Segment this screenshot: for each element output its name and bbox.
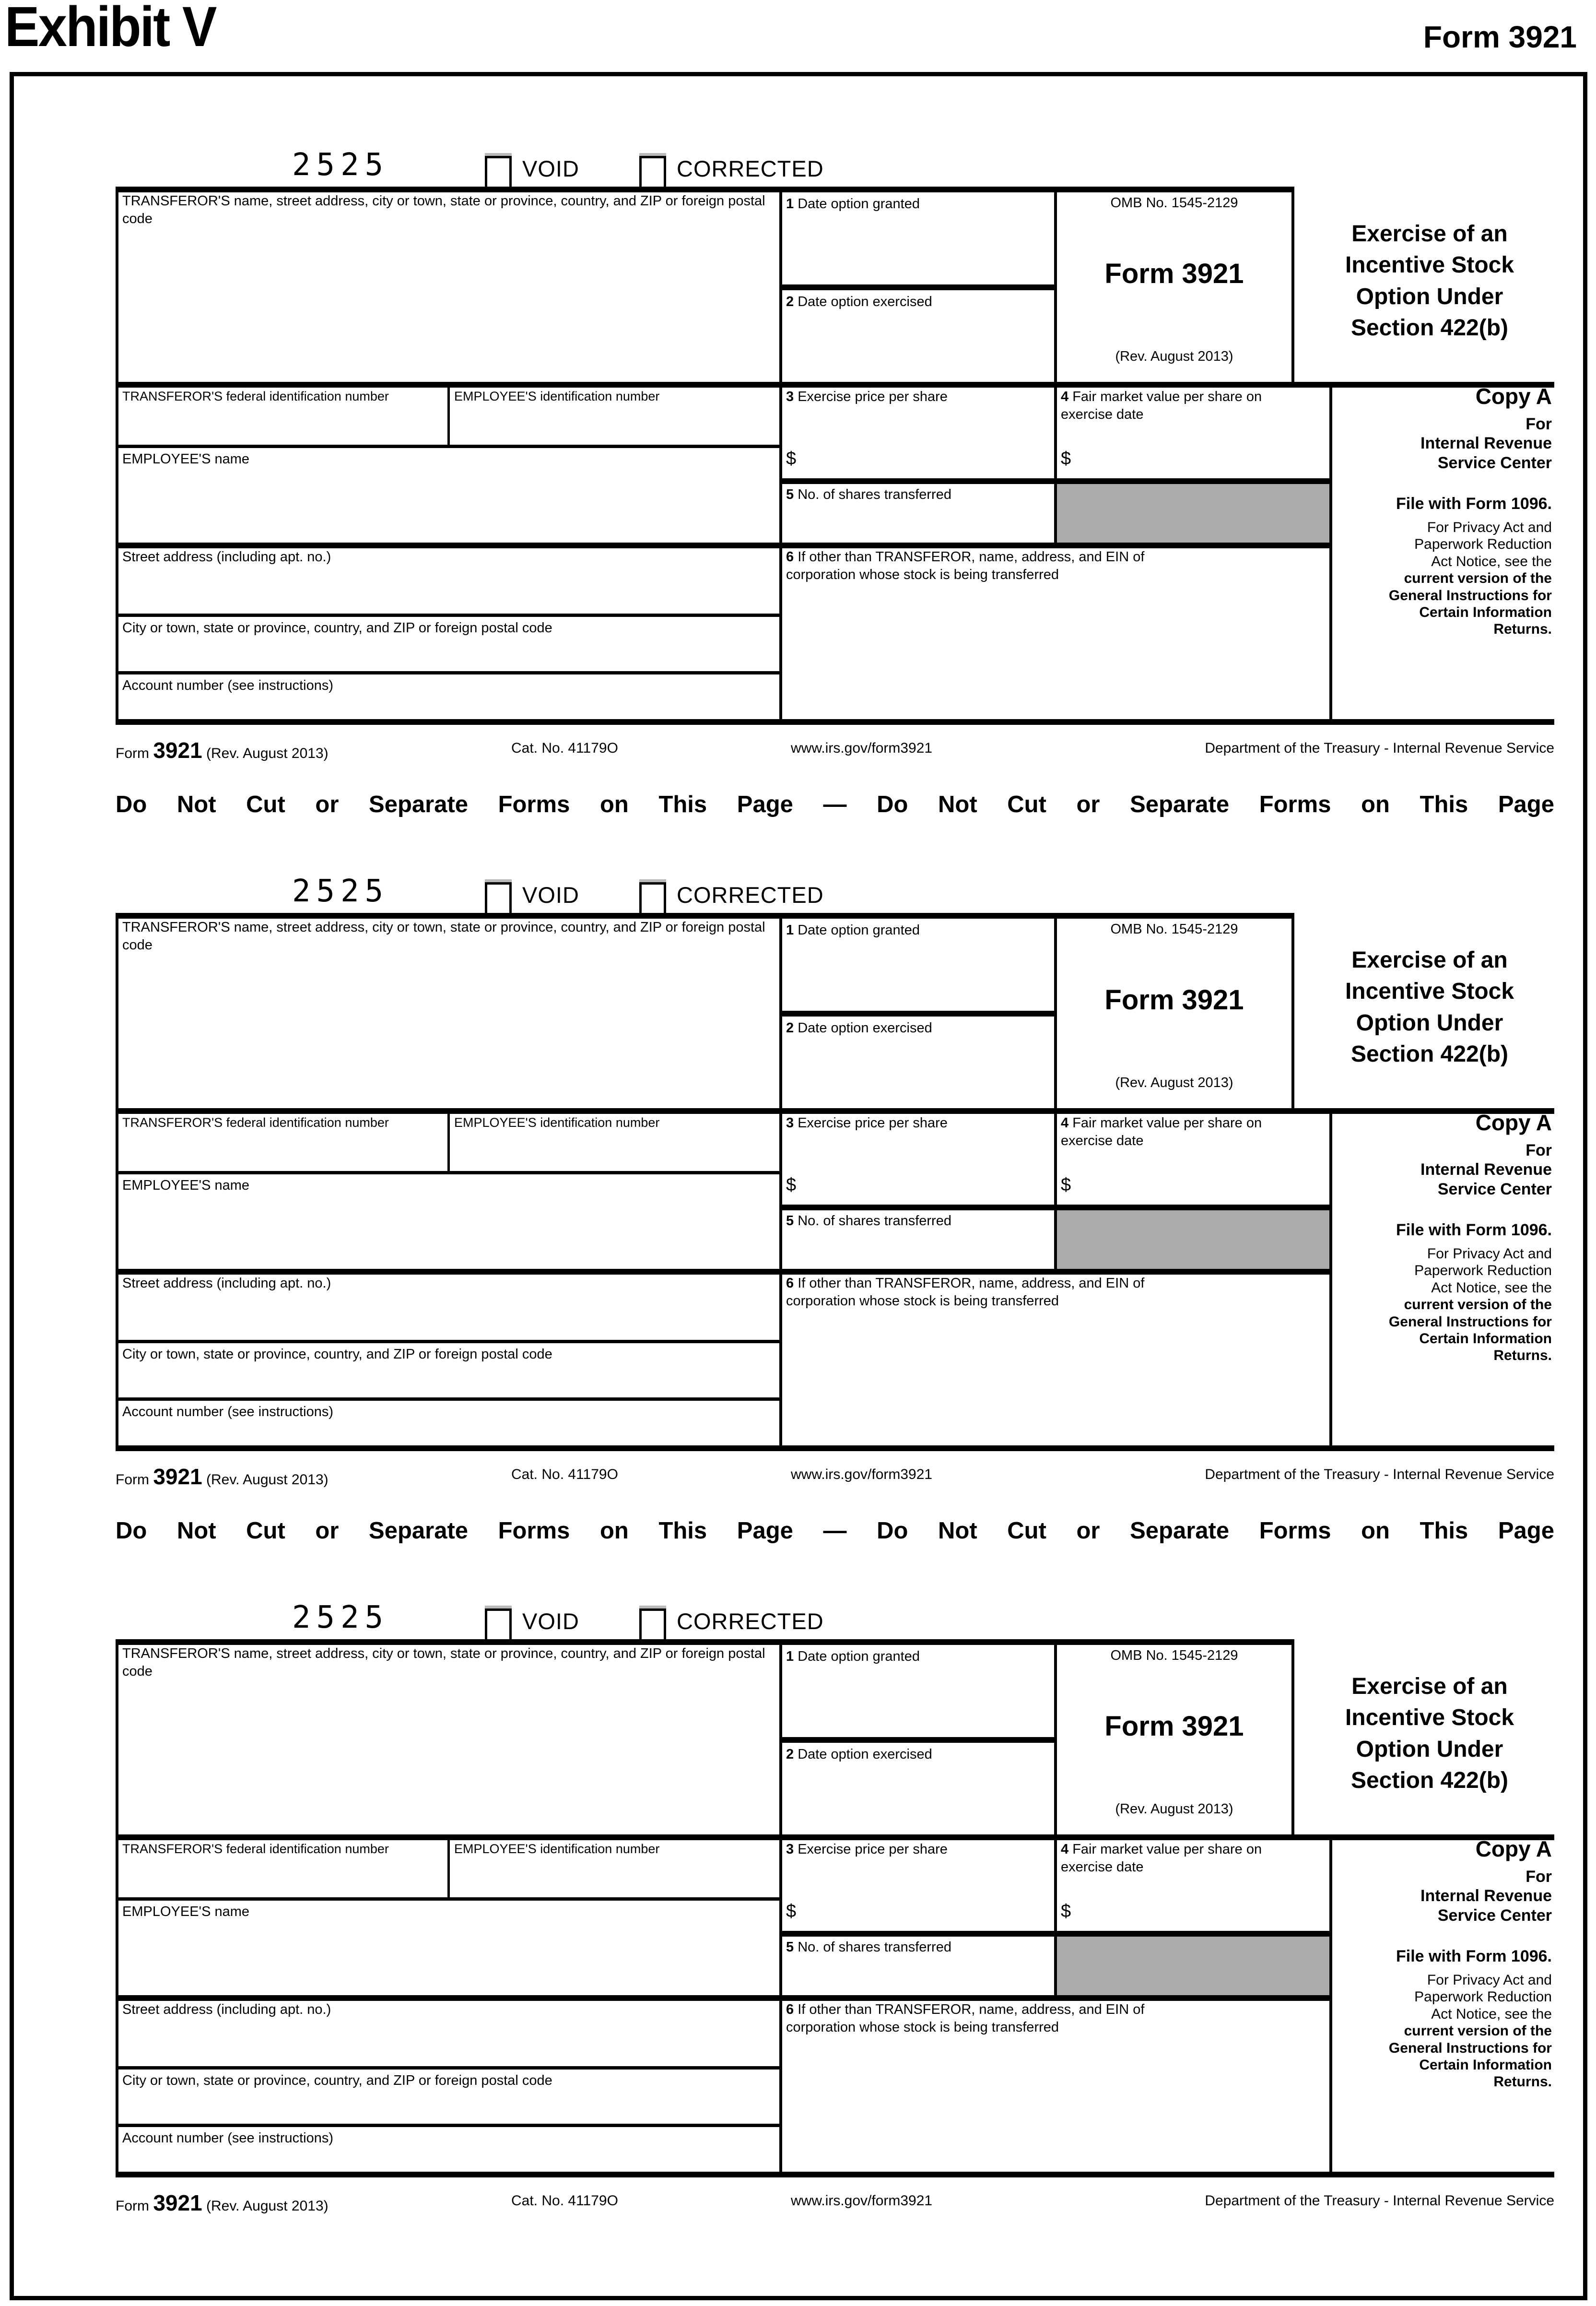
footer-catalog-number: Cat. No. 41179O [511, 1466, 618, 1482]
omb-number: OMB No. 1545-2129 [1110, 195, 1238, 211]
omb-number: OMB No. 1545-2129 [1110, 922, 1238, 937]
box6-text: If other than TRANSFEROR, name, address, and EIN of corporation whose stock is being transferred [786, 549, 1145, 583]
form-title-line: Option Under [1356, 284, 1503, 309]
grid-line [779, 187, 782, 725]
do-not-cut-separator: Do Not Cut or Separate Forms on This Page — Do Not Cut or Separate Forms on This Page [116, 792, 1554, 817]
transferor-fin-label: TRANSFEROR'S federal identification number [122, 1842, 389, 1856]
box2-text: Date option exercised [798, 294, 932, 309]
form-grid [116, 187, 1554, 725]
box5-number: 5 [786, 1939, 794, 1955]
form-footer [116, 725, 1554, 769]
footer-revision: (Rev. August 2013) [206, 745, 329, 761]
footer-form-word: Form [116, 1472, 149, 1488]
employee-id-label: EMPLOYEE'S identification number [454, 1115, 660, 1130]
account-number-label: Account number (see instructions) [122, 1404, 334, 1419]
grid-line [116, 187, 1294, 192]
privacy-act-notice: For Privacy Act and Paperwork Reduction Act Notice, see the [1414, 1972, 1552, 2022]
employee-name-label: EMPLOYEE'S name [122, 1904, 250, 1919]
grid-line [116, 913, 1294, 919]
grid-line [779, 1011, 1057, 1017]
exhibit-title: Exhibit V [5, 0, 216, 59]
employee-name-label: EMPLOYEE'S name [122, 451, 250, 467]
grid-line [116, 1171, 782, 1174]
copy-a-for: For [1526, 415, 1552, 433]
box3-dollar-sign: $ [786, 1175, 797, 1195]
grid-line [116, 1639, 118, 2177]
box3-number: 3 [786, 389, 794, 404]
box3-number: 3 [786, 1842, 794, 1857]
page-border-box [10, 72, 1587, 2300]
grid-line [116, 543, 1332, 548]
grid-line [447, 1108, 450, 1171]
privacy-act-notice-bold: current version of the General Instructions for Certain Information Returns. [1388, 2023, 1552, 2090]
void-label: VOID [522, 156, 579, 181]
footer-agency: Department of the Treasury - Internal Revenue Service [1205, 740, 1554, 756]
transferor-address-label: TRANSFEROR'S name, street address, city or town, state or province, country, and ZIP or foreign postal code [122, 1646, 765, 1679]
grid-line [779, 284, 1057, 290]
grid-line [1329, 1108, 1332, 1451]
box6-text: If other than TRANSFEROR, name, address, and EIN of corporation whose stock is being transferred [786, 1276, 1145, 1309]
box3-exercise-price-label [786, 1114, 1045, 1132]
grid-line [116, 445, 782, 448]
form-title-line: Section 422(b) [1350, 1767, 1509, 1793]
form-title [1305, 218, 1554, 343]
form-3921-copy-a [116, 859, 1554, 1495]
corrected-checkbox[interactable] [639, 882, 666, 916]
box3-text: Exercise price per share [798, 389, 948, 404]
box4-fair-market-value-label [1061, 1114, 1286, 1150]
copy-a-for: For [1526, 1141, 1552, 1159]
footer-form-id [116, 737, 329, 763]
box4-text: Fair market value per share on exercise date [1061, 1115, 1262, 1149]
corrected-label: CORRECTED [677, 1608, 824, 1634]
box1-date-option-granted-label [786, 1648, 1045, 1666]
grid-line [116, 913, 118, 1451]
grid-line [116, 614, 782, 617]
grid-line [116, 1639, 1294, 1645]
city-label: City or town, state or province, country, and ZIP or foreign postal code [122, 1347, 552, 1362]
form-footer [116, 1451, 1554, 1495]
box4-text: Fair market value per share on exercise date [1061, 389, 1262, 423]
form-title-line: Exercise of an [1351, 947, 1508, 973]
box3-exercise-price-label [786, 1841, 1045, 1858]
footer-form-word: Form [116, 745, 149, 761]
box2-date-option-exercised-label [786, 1746, 1045, 1763]
grid-line [116, 719, 1554, 725]
box2-number: 2 [786, 1020, 794, 1036]
box1-text: Date option granted [798, 1649, 920, 1664]
box1-number: 1 [786, 196, 794, 212]
revision-label: (Rev. August 2013) [1115, 1075, 1233, 1090]
form-title-line: Incentive Stock [1345, 979, 1514, 1005]
box1-date-option-granted-label [786, 195, 1045, 213]
copy-a-column [1336, 1836, 1552, 2091]
employee-name-label: EMPLOYEE'S name [122, 1178, 250, 1193]
transferor-fin-label: TRANSFEROR'S federal identification number [122, 389, 389, 403]
box4-dollar-sign: $ [1061, 1175, 1071, 1195]
employee-id-label: EMPLOYEE'S identification number [454, 389, 660, 403]
box1-date-option-granted-label [786, 922, 1045, 939]
box5-text: No. of shares transferred [798, 1939, 951, 1955]
form-3921-copy-a [116, 1585, 1554, 2222]
account-number-label: Account number (see instructions) [122, 678, 334, 693]
footer-form-number: 3921 [153, 1464, 202, 1489]
box6-number: 6 [786, 1276, 794, 1291]
city-label: City or town, state or province, country, and ZIP or foreign postal code [122, 2073, 552, 2088]
revision-label: (Rev. August 2013) [1115, 1801, 1233, 1817]
form-title [1305, 1671, 1554, 1796]
box4-fair-market-value-label [1061, 388, 1286, 424]
footer-revision: (Rev. August 2013) [206, 1472, 329, 1488]
form-number-large: Form 3921 [1104, 258, 1244, 289]
privacy-act-notice-bold: current version of the General Instructions for Certain Information Returns. [1388, 570, 1552, 638]
grid-line [116, 187, 118, 725]
box6-other-transferor-label [786, 2001, 1198, 2036]
box6-other-transferor-label [786, 548, 1198, 584]
employee-id-label: EMPLOYEE'S identification number [454, 1842, 660, 1856]
serial-row [116, 133, 1554, 187]
void-checkbox[interactable] [485, 156, 512, 189]
serial-row [116, 859, 1554, 913]
box4-number: 4 [1061, 389, 1069, 404]
form-grid [116, 913, 1554, 1451]
box3-dollar-sign: $ [786, 449, 797, 469]
box4-dollar-sign: $ [1061, 449, 1071, 469]
form-title-line: Incentive Stock [1345, 1705, 1514, 1731]
footer-form-id [116, 1464, 329, 1490]
form-grid [116, 1639, 1554, 2177]
copy-a-label: Copy A [1475, 384, 1552, 409]
file-with-form-1096: File with Form 1096. [1396, 1947, 1552, 1965]
file-with-form-1096: File with Form 1096. [1396, 1220, 1552, 1239]
box6-number: 6 [786, 2002, 794, 2017]
form-serial-number: 2525 [292, 874, 389, 909]
grid-line [447, 382, 450, 445]
page-header-form-number: Form 3921 [1423, 20, 1577, 54]
form-number-large: Form 3921 [1104, 984, 1244, 1016]
box5-number: 5 [786, 487, 794, 502]
box3-text: Exercise price per share [798, 1842, 948, 1857]
copy-a-column [1336, 1110, 1552, 1364]
shaded-cell [1057, 1210, 1329, 1269]
form-number-large: Form 3921 [1104, 1711, 1244, 1742]
form-title-line: Section 422(b) [1350, 315, 1509, 341]
box2-text: Date option exercised [798, 1020, 932, 1036]
grid-line [1291, 187, 1294, 388]
shaded-cell [1057, 1937, 1329, 1995]
footer-form-word: Form [116, 2198, 149, 2214]
box4-number: 4 [1061, 1842, 1069, 1857]
box4-dollar-sign: $ [1061, 1901, 1071, 1921]
box3-dollar-sign: $ [786, 1901, 797, 1921]
form-title-line: Exercise of an [1351, 221, 1508, 247]
copy-a-label: Copy A [1475, 1110, 1552, 1135]
privacy-act-notice: For Privacy Act and Paperwork Reduction Act Notice, see the [1414, 519, 1552, 569]
box1-text: Date option granted [798, 196, 920, 212]
city-label: City or town, state or province, country, and ZIP or foreign postal code [122, 620, 552, 636]
do-not-cut-separator: Do Not Cut or Separate Forms on This Page — Do Not Cut or Separate Forms on This Page [116, 1518, 1554, 1544]
box1-number: 1 [786, 922, 794, 938]
box6-other-transferor-label [786, 1275, 1198, 1310]
forms-container [116, 133, 1583, 2222]
grid-line [116, 1995, 1332, 2001]
form-title-line: Section 422(b) [1350, 1041, 1509, 1067]
form-title-line: Option Under [1356, 1736, 1503, 1762]
box6-text: If other than TRANSFEROR, name, address, and EIN of corporation whose stock is being transferred [786, 2002, 1145, 2035]
box1-text: Date option granted [798, 922, 920, 938]
box2-number: 2 [786, 294, 794, 309]
grid-line [1329, 1834, 1332, 2177]
void-label: VOID [522, 1608, 579, 1634]
footer-form-id [116, 2190, 329, 2216]
grid-line [116, 2066, 782, 2069]
copy-a-recipient: Internal Revenue Service Center [1420, 1160, 1552, 1199]
box4-number: 4 [1061, 1115, 1069, 1131]
copy-a-column [1336, 383, 1552, 638]
serial-row [116, 1585, 1554, 1639]
grid-line [116, 1397, 782, 1401]
form-footer [116, 2177, 1554, 2222]
footer-irs-url: www.irs.gov/form3921 [791, 2193, 933, 2209]
box2-date-option-exercised-label [786, 1019, 1045, 1037]
box3-text: Exercise price per share [798, 1115, 948, 1131]
footer-catalog-number: Cat. No. 41179O [511, 2193, 618, 2209]
footer-irs-url: www.irs.gov/form3921 [791, 740, 933, 756]
grid-line [116, 1269, 1332, 1275]
street-address-label: Street address (including apt. no.) [122, 1276, 331, 1291]
form-title-line: Exercise of an [1351, 1674, 1508, 1699]
privacy-act-notice: For Privacy Act and Paperwork Reduction Act Notice, see the [1414, 1245, 1552, 1296]
footer-form-number: 3921 [153, 738, 202, 763]
account-number-label: Account number (see instructions) [122, 2130, 334, 2146]
corrected-label: CORRECTED [677, 882, 824, 908]
street-address-label: Street address (including apt. no.) [122, 2002, 331, 2017]
form-3921-copy-a [116, 133, 1554, 769]
box5-text: No. of shares transferred [798, 1213, 951, 1229]
grid-line [1291, 913, 1294, 1114]
box3-number: 3 [786, 1115, 794, 1131]
box2-date-option-exercised-label [786, 293, 1045, 311]
footer-form-number: 3921 [153, 2190, 202, 2215]
box2-text: Date option exercised [798, 1747, 932, 1762]
corrected-label: CORRECTED [677, 156, 824, 181]
grid-line [116, 1445, 1554, 1451]
footer-irs-url: www.irs.gov/form3921 [791, 1466, 933, 1482]
box5-shares-transferred-label [786, 1939, 1045, 1956]
copy-a-for: For [1526, 1868, 1552, 1886]
box3-exercise-price-label [786, 388, 1045, 406]
grid-line [1291, 1639, 1294, 1840]
street-address-label: Street address (including apt. no.) [122, 549, 331, 565]
grid-line [779, 1639, 782, 2177]
privacy-act-notice-bold: current version of the General Instructions for Certain Information Returns. [1388, 1297, 1552, 1364]
transferor-address-label: TRANSFEROR'S name, street address, city or town, state or province, country, and ZIP or foreign postal code [122, 193, 765, 227]
copy-a-recipient: Internal Revenue Service Center [1420, 1887, 1552, 1925]
omb-number: OMB No. 1545-2129 [1110, 1648, 1238, 1663]
box2-number: 2 [786, 1747, 794, 1762]
shaded-cell [1057, 484, 1329, 543]
corrected-checkbox[interactable] [639, 156, 666, 189]
form-title [1305, 945, 1554, 1070]
grid-line [1329, 382, 1332, 725]
file-with-form-1096: File with Form 1096. [1396, 494, 1552, 513]
void-checkbox[interactable] [485, 1608, 512, 1642]
grid-line [116, 1897, 782, 1901]
box4-text: Fair market value per share on exercise date [1061, 1842, 1262, 1875]
box5-shares-transferred-label [786, 1212, 1045, 1230]
revision-label: (Rev. August 2013) [1115, 349, 1233, 364]
form-title-line: Option Under [1356, 1010, 1503, 1036]
box1-number: 1 [786, 1649, 794, 1664]
grid-line [116, 1340, 782, 1343]
grid-line [116, 671, 782, 674]
form-serial-number: 2525 [292, 1600, 389, 1635]
box5-shares-transferred-label [786, 486, 1045, 504]
grid-line [447, 1834, 450, 1897]
copy-a-recipient: Internal Revenue Service Center [1420, 434, 1552, 473]
box5-text: No. of shares transferred [798, 487, 951, 502]
form-title-line: Incentive Stock [1345, 252, 1514, 278]
form-serial-number: 2525 [292, 147, 389, 183]
grid-line [116, 2124, 782, 2127]
footer-agency: Department of the Treasury - Internal Revenue Service [1205, 1466, 1554, 1482]
grid-line [779, 913, 782, 1451]
transferor-fin-label: TRANSFEROR'S federal identification number [122, 1115, 389, 1130]
void-checkbox[interactable] [485, 882, 512, 916]
grid-line [779, 1737, 1057, 1743]
footer-revision: (Rev. August 2013) [206, 2198, 329, 2214]
void-label: VOID [522, 882, 579, 908]
transferor-address-label: TRANSFEROR'S name, street address, city or town, state or province, country, and ZIP or foreign postal code [122, 920, 765, 953]
corrected-checkbox[interactable] [639, 1608, 666, 1642]
copy-a-label: Copy A [1475, 1836, 1552, 1861]
footer-catalog-number: Cat. No. 41179O [511, 740, 618, 756]
box6-number: 6 [786, 549, 794, 565]
box5-number: 5 [786, 1213, 794, 1229]
footer-agency: Department of the Treasury - Internal Revenue Service [1205, 2193, 1554, 2209]
box4-fair-market-value-label [1061, 1841, 1286, 1876]
grid-line [116, 2172, 1554, 2177]
